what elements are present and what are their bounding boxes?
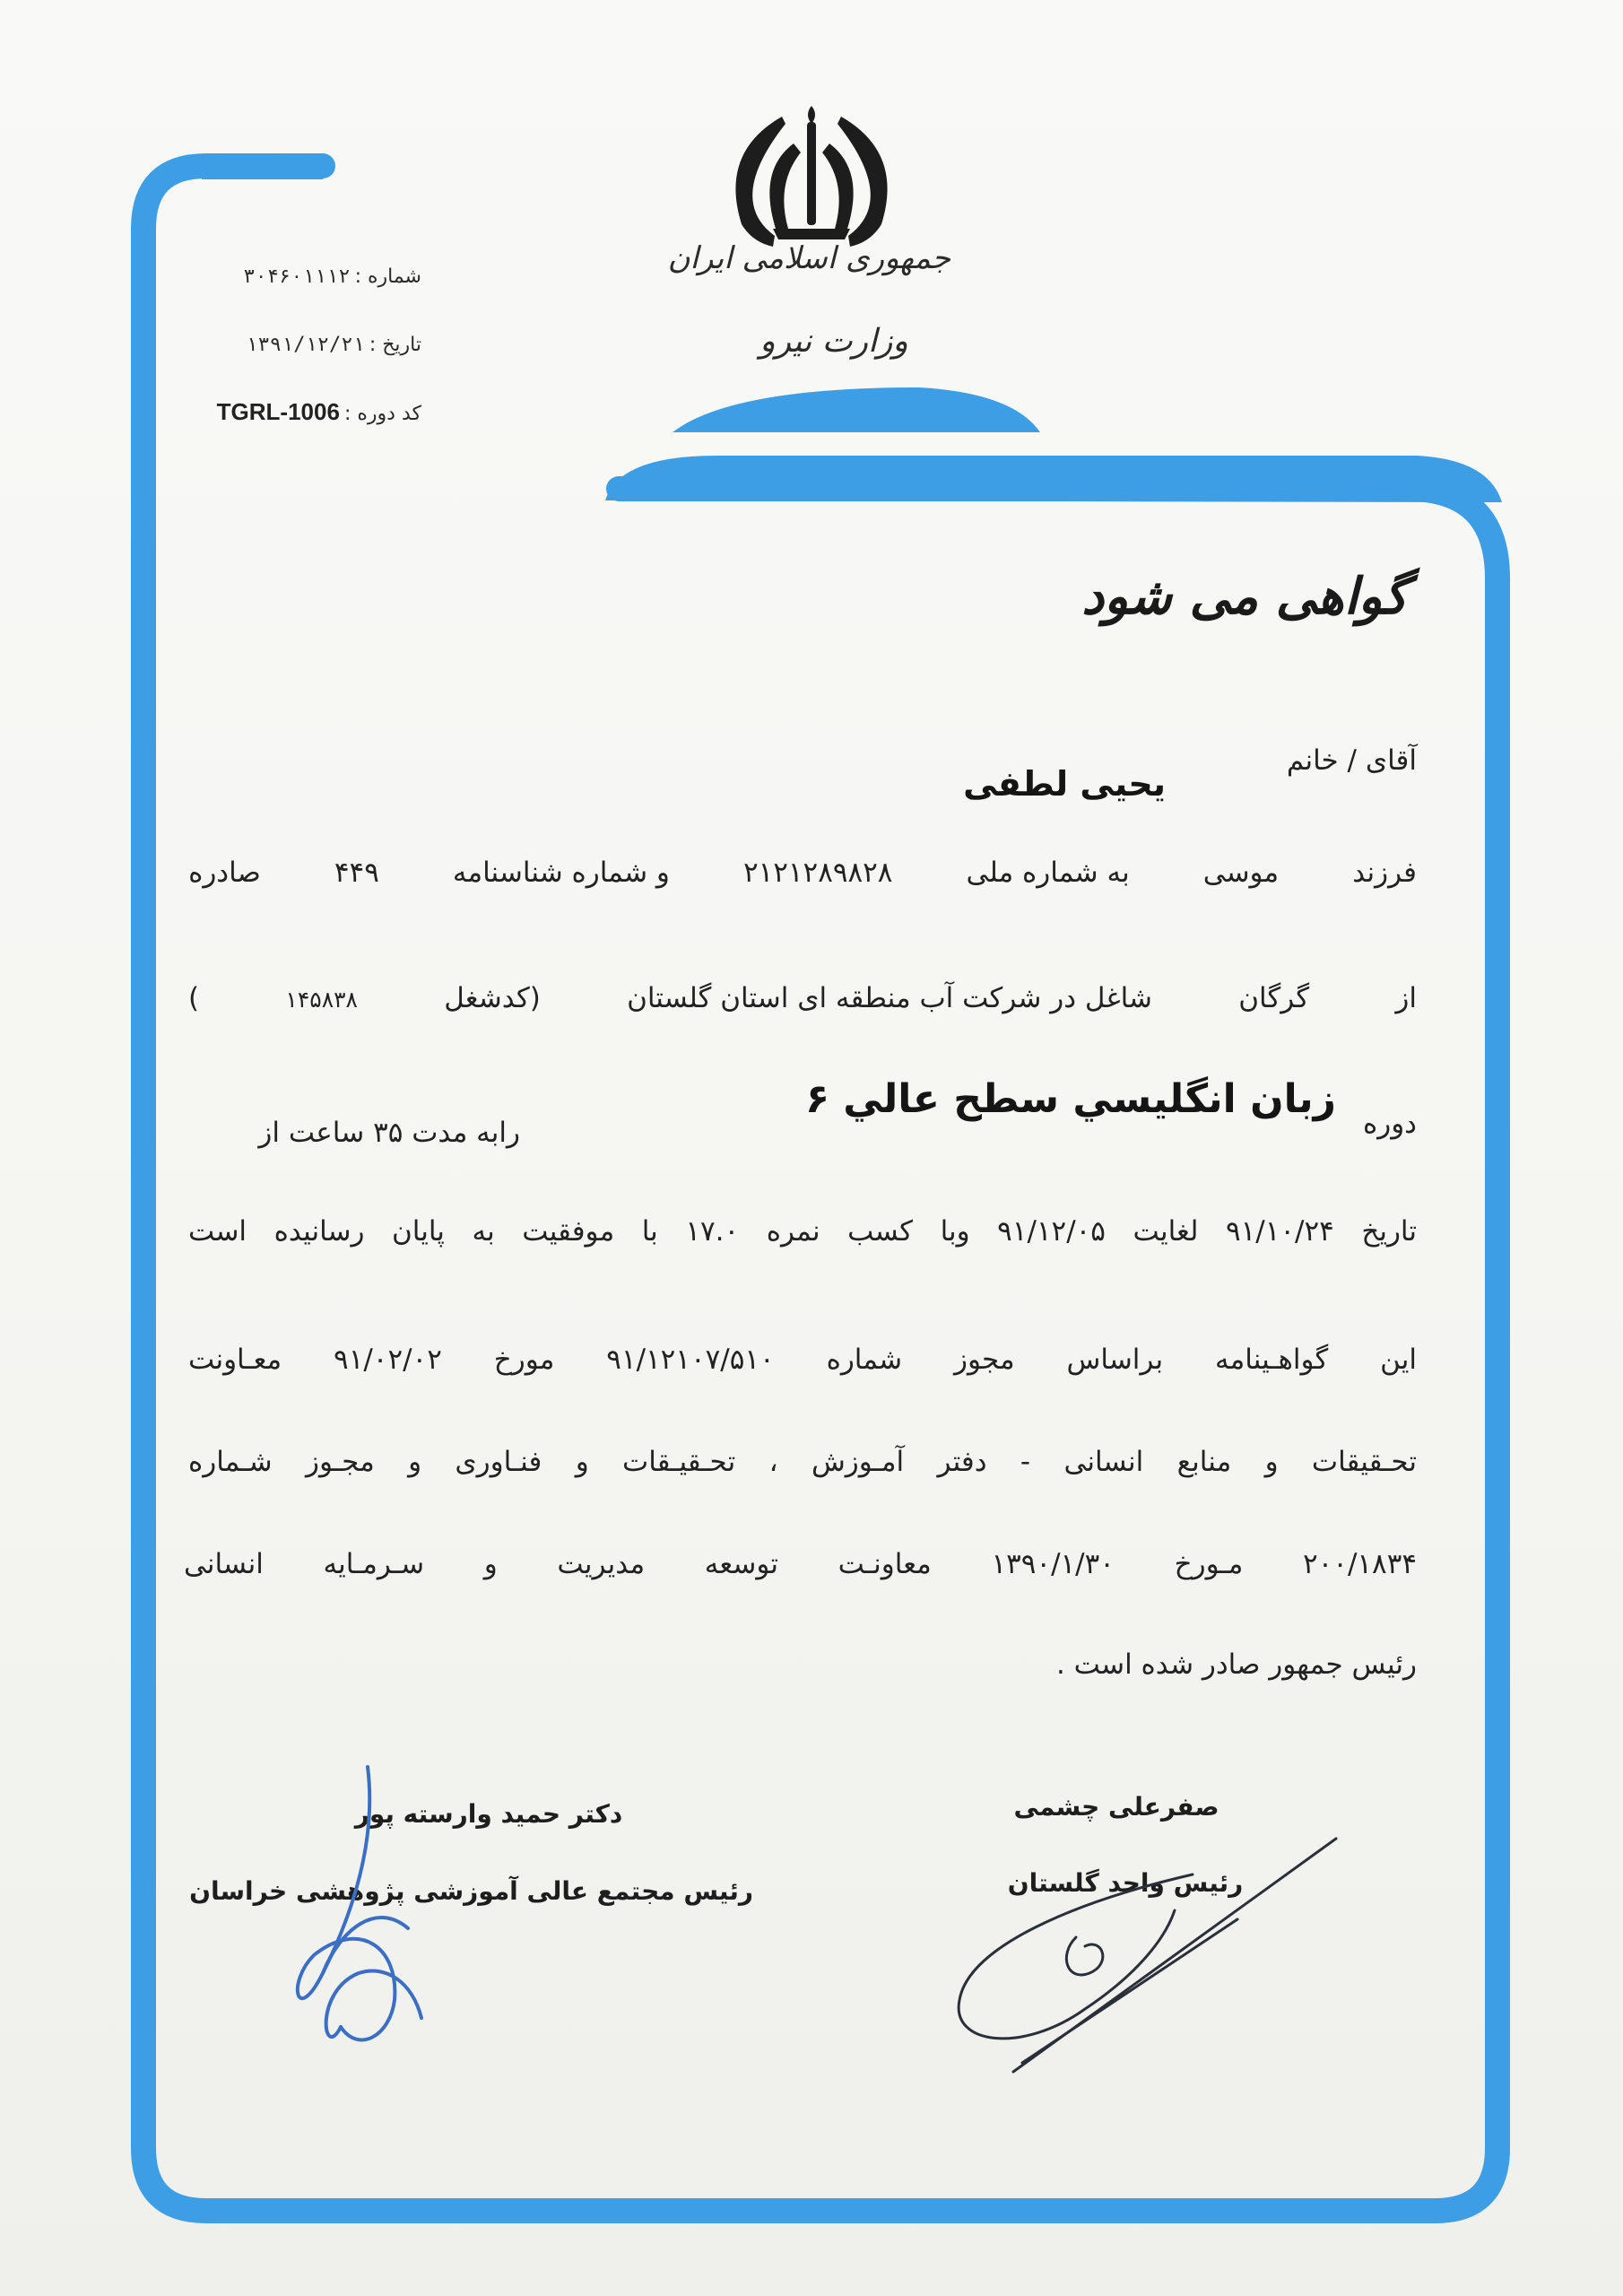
meta-number-row <box>179 265 421 288</box>
city: گرگان <box>1238 982 1310 1014</box>
employment-text: شاغل در شرکت آب منطقه ای استان گلستان <box>627 982 1152 1014</box>
from-label: از <box>1395 982 1417 1014</box>
cert-line-2: تحـقیقات و منابع انسانی - دفتر آمـوزش ، تحـقیـقات و فنـاوری و مجـوز شـماره <box>188 1446 1417 1478</box>
child-of-label: فرزند <box>1352 857 1417 889</box>
dates-line: تاریخ ۹۱/۱۰/۲۴ لغایت ۹۱/۱۲/۰۵ وبا کسب نمره ۱۷.۰ با موفقیت به پایان رسانیده است <box>188 1215 1417 1248</box>
right-signatory-name: صفرعلی چشمی <box>1013 1792 1219 1822</box>
birth-cert: ۴۴۹ <box>334 857 379 889</box>
job-code-close: ) <box>188 982 200 1014</box>
number-value: ۳۰۴۶۰۱۱۱۲ <box>243 265 351 288</box>
country-title: جمهوری اسلامی ایران <box>667 240 950 276</box>
recipient-name: یحیی لطفی <box>963 764 1166 804</box>
course-name: زبان انگليسي سطح عالي ۶ <box>805 1076 1336 1122</box>
national-id: ۲۱۲۱۲۸۹۸۲۸ <box>742 857 893 889</box>
frame-inner-stroke <box>619 489 1497 2090</box>
employment-line <box>188 982 1417 1014</box>
date-value: ۱۳۹۱/۱۲/۲۱ <box>246 334 365 356</box>
certificate-heading: گواهی می شود <box>1081 567 1408 626</box>
left-signatory-name: دکتر حمید وارسته پور <box>354 1799 623 1829</box>
national-id-label: به شماره ملی <box>966 857 1130 889</box>
right-signatory-title: رئیس واحد گلستان <box>1007 1868 1244 1898</box>
salutation: آقای / خانم <box>1286 744 1417 777</box>
duration-text: رابه مدت ۳۵ ساعت از <box>258 1117 520 1149</box>
number-label: شماره : <box>354 265 421 288</box>
code-value: TGRL-1006 <box>216 398 340 425</box>
parent-line <box>188 857 1417 889</box>
job-code-open: (کدشغل <box>444 982 541 1014</box>
issued-label: صادره <box>188 857 261 889</box>
iran-emblem-icon <box>735 106 887 247</box>
meta-code-row <box>166 398 421 426</box>
frame-emblem-cap <box>673 387 1040 432</box>
birth-cert-label: و شماره شناسنامه <box>452 857 670 889</box>
job-code: ۱۴۵۸۳۸ <box>285 987 358 1013</box>
cert-line-3: ۲۰۰/۱۸۳۴ مـورخ ۱۳۹۰/۱/۳۰ معاونـت توسعه مدیریت و سـرمـایه انسانی <box>184 1548 1417 1580</box>
code-label: کد دوره : <box>344 403 421 425</box>
ministry-title: وزارت نیرو <box>759 323 908 360</box>
date-label: تاریخ : <box>369 334 421 356</box>
father-name: موسی <box>1202 857 1280 889</box>
cert-line-1: این گواهـینامه براساس مجوز شماره ۹۱/۱۲۱۰۷/۵۱۰ مورخ ۹۱/۰۲/۰۲ معـاونت <box>188 1344 1418 1376</box>
course-label: دوره <box>1363 1108 1417 1140</box>
cert-line-4: رئیس جمهور صادر شده است . <box>1055 1648 1417 1681</box>
meta-date-row <box>179 334 421 356</box>
frame-inner-shoulder <box>605 456 1502 502</box>
left-signatory-title: رئیس مجتمع عالی آموزشی پژوهشی خراسان <box>189 1876 753 1906</box>
